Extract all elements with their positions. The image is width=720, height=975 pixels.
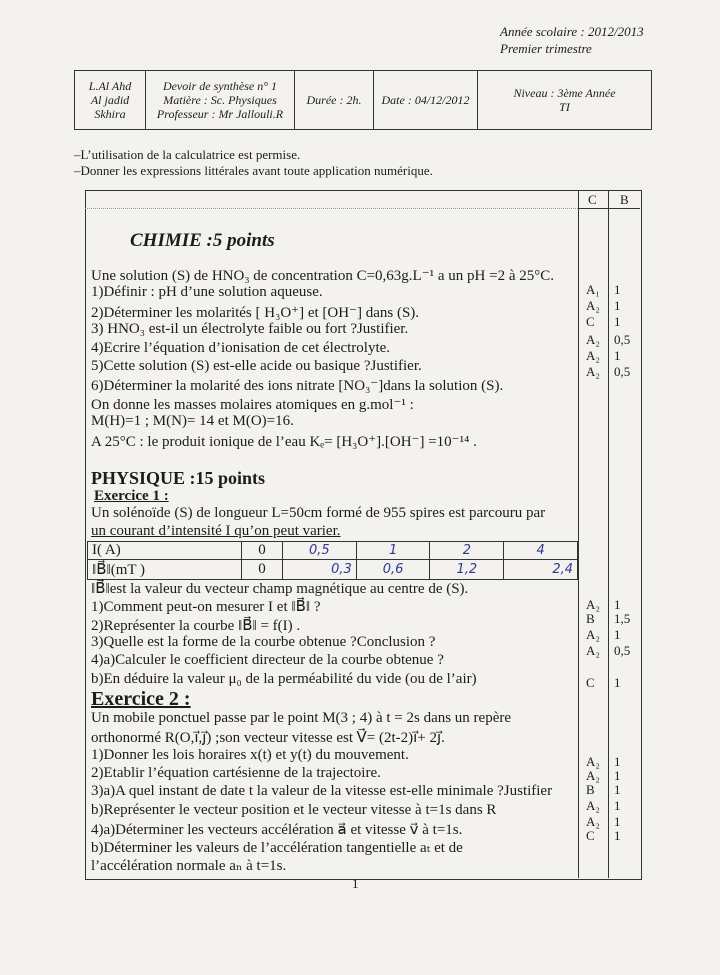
cell: 2,4: [504, 560, 578, 580]
cell: 2: [430, 542, 504, 560]
duration-cell: Durée : 2h.: [295, 71, 374, 130]
cell: 0,3: [283, 560, 357, 580]
cell: I( A): [88, 542, 242, 560]
text-line: M(H)=1 ; M(N)= 14 et M(O)=16.: [91, 413, 294, 430]
points-mark: 0,5: [614, 364, 631, 379]
points-mark: 1: [614, 314, 621, 329]
text-line: Un mobile ponctuel passe par le point M(3 ; 4) à t = 2s dans un repère: [91, 710, 512, 726]
school-year: Année scolaire : 2012/2013: [500, 24, 644, 39]
table-row: [88, 542, 578, 560]
cell: 1: [356, 542, 430, 560]
instruction: –Donner les expressions littérales avant toute application numérique.: [74, 163, 433, 178]
competence-mark: A₂: [586, 298, 600, 313]
level-cell: [478, 71, 652, 130]
text-line: un courant d’intensité I qu’on peut varier.: [91, 523, 341, 539]
cell: 0: [242, 542, 283, 560]
level-line: Niveau : 3ème Année: [513, 86, 616, 100]
points-mark: 1: [614, 597, 621, 612]
text-line: 2)Etablir l’équation cartésienne de la trajectoire.: [91, 764, 381, 781]
school-line: Skhira: [94, 107, 126, 121]
competence-mark: A₂: [586, 364, 600, 379]
date-cell: Date : 04/12/2012: [374, 71, 478, 130]
text-line: 1)Comment peut-on mesurer I et ‖B⃗‖ ?: [91, 599, 321, 616]
exercise-2-title: Exercice 2 :: [91, 688, 191, 710]
divider: [85, 208, 578, 209]
column-b-header: B: [620, 192, 629, 207]
term: Premier trimestre: [500, 41, 592, 56]
cell: 0,5: [283, 542, 357, 560]
points-mark: 1: [614, 768, 621, 783]
points-mark: 1: [614, 828, 621, 843]
table-row: [88, 560, 578, 580]
text-line: On donne les masses molaires atomiques en g.mol⁻¹ :: [91, 396, 414, 413]
text-line: 6)Déterminer la molarité des ions nitrate [NO₃⁻]dans la solution (S).: [91, 378, 504, 395]
text-line: 4)a)Déterminer les vecteurs accélération a⃗ et vitesse v⃗ à t=1s.: [91, 821, 463, 838]
cell: ‖B⃗‖(mT ): [88, 560, 242, 580]
level-line: TI: [559, 100, 570, 114]
points-mark: 1,5: [614, 611, 631, 626]
points-mark: 1: [614, 282, 621, 297]
text-line: 1)Donner les lois horaires x(t) et y(t) du mouvement.: [91, 746, 409, 763]
competence-mark: A₂: [586, 814, 600, 829]
competence-mark: C: [586, 828, 595, 843]
text-line: 2)Représenter la courbe ‖B⃗‖ = f(I) .: [91, 617, 301, 634]
competence-mark: A₂: [586, 754, 600, 769]
points-mark: 1: [614, 754, 621, 769]
competence-mark: C: [586, 314, 595, 329]
competence-mark: A₂: [586, 643, 600, 658]
points-mark: 1: [614, 348, 621, 363]
competence-mark: A₂: [586, 798, 600, 813]
competence-mark: B: [586, 782, 595, 797]
text-line: A 25°C : le produit ionique de l’eau Kₑ= [H₃O⁺].[OH⁻] =10⁻¹⁴ .: [91, 433, 477, 450]
text-line: 2)Déterminer les molarités [ H₃O⁺] et [OH⁻] dans (S).: [91, 304, 420, 321]
header-table: [74, 70, 652, 130]
text-line: b)Représenter le vecteur position et le vecteur vitesse à t=1s dans R: [91, 801, 497, 818]
school-line: L.Al Ahd: [88, 79, 132, 93]
cell: 0,6: [356, 560, 430, 580]
text-line: Un solénoïde (S) de longueur L=50cm formé de 955 spires est parcouru par: [91, 505, 546, 521]
competence-mark: A₂: [586, 332, 600, 347]
points-mark: 0,5: [614, 332, 631, 347]
page-number: 1: [352, 876, 359, 891]
column-divider: [608, 190, 609, 878]
text-line: b)En déduire la valeur μ₀ de la perméabilité du vide (ou de l’air): [91, 670, 477, 687]
school-line: Al jadid: [90, 93, 130, 107]
competence-mark: C: [586, 675, 595, 690]
cell: 4: [504, 542, 578, 560]
points-mark: 1: [614, 798, 621, 813]
text-line: 3) HNO₃ est-il un électrolyte faible ou fort ?Justifier.: [91, 321, 409, 338]
text-line: 1)Définir : pH d’une solution aqueuse.: [91, 284, 323, 301]
cell: 1,2: [430, 560, 504, 580]
exam-line: Devoir de synthèse n° 1: [162, 79, 278, 93]
text-line: l’accélération normale aₙ à t=1s.: [91, 858, 287, 875]
school-cell: [75, 71, 146, 130]
cell: 0: [242, 560, 283, 580]
competence-mark: A₂: [586, 627, 600, 642]
exam-line: Matière : Sc. Physiques: [163, 93, 277, 107]
points-mark: 1: [614, 675, 621, 690]
chimie-title: CHIMIE :5 points: [130, 230, 275, 251]
column-c-header: C: [588, 192, 597, 207]
column-header-divider: [578, 208, 640, 209]
exam-cell: [146, 71, 295, 130]
competence-mark: A₂: [586, 768, 600, 783]
text-line: Une solution (S) de HNO₃ de concentration C=0,63g.L⁻¹ a un pH =2 à 25°C.: [91, 268, 554, 284]
exam-line: Professeur : Mr Jallouli.R: [156, 107, 284, 121]
exercise-1-title: Exercice 1 :: [94, 488, 169, 504]
column-divider: [578, 190, 579, 878]
text-line: 3)a)A quel instant de date t la valeur de la vitesse est-elle minimale ?Justifier: [91, 783, 553, 800]
text-line: 4)Ecrire l’équation d’ionisation de cet électrolyte.: [91, 339, 391, 356]
text-line: ‖B⃗‖est la valeur du vecteur champ magnétique au centre de (S).: [91, 581, 469, 597]
text-line: 5)Cette solution (S) est-elle acide ou basique ?Justifier.: [91, 358, 422, 374]
points-mark: 0,5: [614, 643, 631, 658]
points-mark: 1: [614, 782, 621, 797]
instruction: –L’utilisation de la calculatrice est permise.: [74, 147, 301, 162]
competence-mark: B: [586, 611, 595, 626]
measurements-table: [87, 541, 578, 580]
text-line: 3)Quelle est la forme de la courbe obtenue ?Conclusion ?: [91, 633, 436, 650]
physique-title: PHYSIQUE :15 points: [91, 468, 266, 488]
competence-mark: A₂: [586, 348, 600, 363]
points-mark: 1: [614, 627, 621, 642]
points-mark: 1: [614, 298, 621, 313]
points-mark: 1: [614, 814, 621, 829]
text-line: orthonormé R(O,i⃗,j⃗) ;son vecteur vitesse est V⃗= (2t-2)i⃗+ 2j⃗.: [91, 730, 445, 747]
competence-mark: A₂: [586, 597, 600, 612]
competence-mark: A₁: [586, 282, 600, 297]
text-line: 4)a)Calculer le coefficient directeur de la courbe obtenue ?: [91, 652, 444, 669]
text-line: b)Déterminer les valeurs de l’accélération tangentielle aₜ et de: [91, 840, 463, 857]
